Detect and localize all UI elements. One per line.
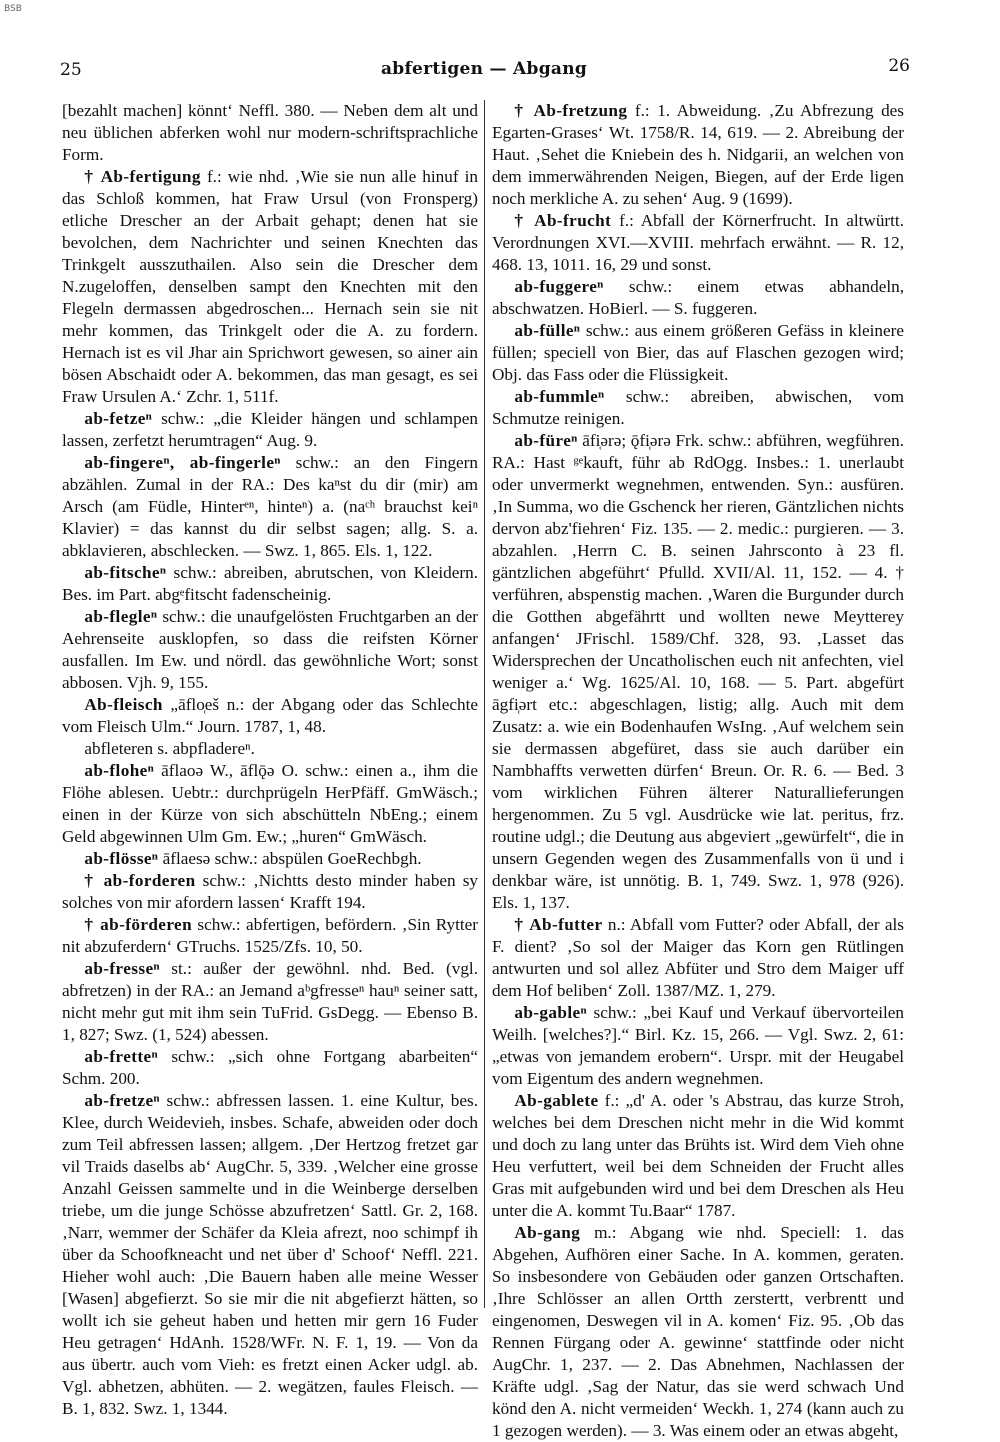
entry-lemma: † Ab-fertigung xyxy=(84,167,201,186)
dictionary-entry xyxy=(492,914,904,1002)
entry-lemma: ab-fitscheⁿ xyxy=(84,563,167,582)
entry-text: schw.: an den Fingern abzählen. Zumal in der RA.: Des kaⁿst du dir (mir) am Arsch (am Füdle, Hinterᵉⁿ, hinteⁿ) a. (naᶜʰ brauchst keiⁿ Klavier) = das kannst du dir selbst sagen; allg. S. a. abklavieren, abschlecken. — Swz. 1, 865. Els. 1, 122. xyxy=(62,453,478,560)
dictionary-entry xyxy=(492,1222,904,1442)
dictionary-entry xyxy=(62,1090,478,1420)
dictionary-entry xyxy=(492,1002,904,1090)
entry-text: n.: Abfall vom Futter? oder Abfall, der als F. dient? ‚So sol der Maiger das Korn gen Rütlingen antwurten und sol allez Abfüter und Stro dem Maiger uff dem Hof beliben‘ Zoll. 1387/MZ. 1, 279. xyxy=(492,915,905,1000)
dictionary-entry xyxy=(492,100,904,210)
dictionary-entry xyxy=(62,606,478,694)
entry-lemma: ab-fuggereⁿ xyxy=(514,277,604,296)
page-number-right: 26 xyxy=(888,56,910,76)
entry-text: āfi̜ərə; ǭfi̜ərə Frk. schw.: abführen, wegführen. RA.: Hast ᵍᵉkauft, führ ab RdOgg. Insbes.: 1. unerlaubt oder unvermerkt wegnehmen, entwenden. Syn.: ausfüren. ‚In Summa, wo die Gschenck her rieren, Gäntzlichen nichts dervon abz'fiehren‘ Fiz. 135. — 2. medic.: purgieren. — 3. abzahlen. ‚Herrn C. B. seinen Jahrsconto à 23 fl. gäntzlichen abgeführt‘ Pfulld. XVII/Al. 11, 152. — 4. † verführen, abspenstig machen. ‚Waren die Burgunder durch die Gotthen abgefährtt und wollten newe Meytterey anfangen‘ JFrischl. 1589/Chf. 328, 93. ‚Lasset das Widersprechen der Uncatholischen euch nit anfechten, viel weniger a.‘ Wg. 1625/Al. 10, 168. — 5. Part. abgefürt āgfi̜ərt etc.: abgeschlagen, listig; allg. Auch mit dem Zusatz: a. wie ein Bodenhaufen WsIng. ‚Auf welchem sein sie dermassen abgefüret, dass sie auch darüber ein Nambhaffts verwetten dürfen‘ Breun. Or. R. 6. — Bed. 3 vom wirklichen Führen älterer Naturallieferungen hergenommen. Zu 5 vgl. Ausdrücke wie lat. peritus, frz. routine udgl.; die Deutung aus abgeviert „gewürfelt“, die in unsern Gegenden wegen des Zusammenfalls von ü und i denkbar wäre, ist unnötig. B. 1, 749. Swz. 1, 978 (926). Els. 1, 137. xyxy=(492,431,904,912)
dictionary-entry xyxy=(62,408,478,452)
dictionary-entry xyxy=(62,452,478,562)
entry-text: abfleteren s. abpfladereⁿ. xyxy=(84,739,255,758)
entry-text: „āflo̜eš n.: der Abgang oder das Schlechte vom Fleisch Ulm.“ Journ. 1787, 1, 48. xyxy=(62,695,478,736)
dictionary-entry xyxy=(62,760,478,848)
entry-lemma: ab-fetzeⁿ xyxy=(84,409,153,428)
entry-text: f.: 1. Abweidung. ‚Zu Abfrezung des Egarten-Grases‘ Wt. 1758/R. 14, 619. — 2. Abreibung der Haut. ‚Sehet die Kniebein des h. Nidgarii, an welchen von dem immerwährenden Neigen, Biegen, auf der Erde ligen noch merkliche A. zu sehen‘ Aug. 9 (1699). xyxy=(492,101,904,208)
entry-text: schw.: „sich ohne Fortgang abarbeiten“ Schm. 200. xyxy=(62,1047,478,1088)
entry-text: f.: „d' A. oder 's Abstrau, das kurze Stroh, welches bei dem Dreschen nicht mehr in die Wid kommt und doch zu lang unter das Brühts ist. Wird dem Vieh ohne Heu verfuttert, weil bei dem Schneiden der Frucht alles Gras mit aufgebunden wird und bei dem Dreschen als Heu unter die A. kommt Tu.Baar“ 1787. xyxy=(492,1091,904,1220)
entry-text: m.: Abgang wie nhd. Speciell: 1. das Abgehen, Aufhören einer Sache. In A. kommen, geraten. So insbesondere von Gebäuden oder ganzen Ortschaften. ‚Ihre Schlösser an allen Ortth zerstertt, verbrentt und eingenomen, Deswegen vil in A. komen‘ Fiz. 95. ‚Ob das Rennen Fürgang oder A. gewinne‘ stattfinde oder nicht AugChr. 1, 237. — 2. Das Abnehmen, Nachlassen der Kräfte udgl. ‚Sag der Natur, das sie werd schwach Und könd den A. nicht vermeiden‘ Weckh. 1, 274 (kann auch zu 1 gezogen werden). — 3. Was einem oder an etwas abgeht, xyxy=(492,1223,904,1440)
entry-lemma: † Ab-fretzung xyxy=(514,101,628,120)
dictionary-entry xyxy=(62,870,478,914)
entry-text: schw.: einem etwas abhandeln, abschwatzen. HoBierl. — S. fuggeren. xyxy=(492,277,904,318)
entry-lemma: Ab-gang xyxy=(514,1223,581,1242)
left-column xyxy=(62,100,478,1420)
entry-lemma: Ab-fleisch xyxy=(84,695,163,714)
dictionary-entry xyxy=(492,320,904,386)
dictionary-entry xyxy=(62,1046,478,1090)
entry-lemma: ab-flegleⁿ xyxy=(84,607,158,626)
entry-lemma: † ab-förderen xyxy=(84,915,193,934)
entry-lemma: ab-fretzeⁿ xyxy=(84,1091,160,1110)
column-rule xyxy=(484,100,485,1308)
dictionary-entry xyxy=(62,958,478,1046)
dictionary-entry xyxy=(492,276,904,320)
right-column xyxy=(492,100,904,1442)
dictionary-entry xyxy=(62,100,478,166)
entry-lemma: ab-gableⁿ xyxy=(514,1003,587,1022)
library-stamp: BSB xyxy=(4,4,22,14)
entry-lemma: ab-fingereⁿ, ab-fingerleⁿ xyxy=(84,453,281,472)
entry-text: [bezahlt machen] könnt‘ Neffl. 380. — Neben dem alt und neu üblichen abferken wohl nur modern-schriftsprachliche Form. xyxy=(62,101,478,164)
entry-lemma: ab-füreⁿ xyxy=(514,431,578,450)
entry-lemma: † ab-forderen xyxy=(84,871,196,890)
entry-text: schw.: „bei Kauf und Verkauf übervorteilen Weilh. [welches?].“ Birl. Kz. 15, 266. — Vgl. Swz. 2, 61: „etwas von jemandem erobern“. Urspr. mit der Heugabel vom Eigentum des andern wegnehmen. xyxy=(492,1003,904,1088)
entry-lemma: ab-flösseⁿ xyxy=(84,849,159,868)
entry-text: st.: außer der gewöhnl. nhd. Bed. (vgl. abfretzen) in der RA.: an Jemand aᵇgfresseⁿ hauⁿ seiner satt, nicht mehr gut mit ihm sein TuFrid. GsDegg. — Ebenso B. 1, 827; Swz. (1, 524) abessen. xyxy=(62,959,478,1044)
entry-text: schw.: „die Kleider hängen und schlampen lassen, zerfetzt herumtragen“ Aug. 9. xyxy=(62,409,478,450)
entry-text: schw.: abreiben, abwischen, vom Schmutze reinigen. xyxy=(492,387,904,428)
page-header xyxy=(60,52,908,82)
dictionary-entry xyxy=(62,562,478,606)
entry-lemma: ab-floheⁿ xyxy=(84,761,155,780)
dictionary-entry xyxy=(492,1090,904,1222)
dictionary-entry xyxy=(62,166,478,408)
entry-lemma: † Ab-frucht xyxy=(514,211,612,230)
dictionary-entry xyxy=(492,430,904,914)
entry-text: f.: wie nhd. ‚Wie sie nun alle hinuf in das Schloß kommen, hat Fraw Ursul (von Fronsperg) etliche Drescher an der Arbait gehapt; denen hat sie bevolchen, dem Nachrichter und seinen Knechten das Trinkgelt ausszuthailen. Also sein die Drescher dem N.zugeloffen, denselben sampt den Knechten mit den Flegeln dermassen abgedroschen... Hernach sein sie nit mehr kommen, das Trinkgelt oder die A. zu fordern. Hernach ist es vil Jhar ain Sprichwort gewesen, so ainer ain bösen Abschaidt oder A. bekommen, das man gesagt, es sei Fraw Ursulen A.‘ Zchr. 1, 511f. xyxy=(62,167,478,406)
entry-text: schw.: abfertigen, befördern. ‚Sin Rytter nit abzuferdern‘ GTruchs. 1525/Zfs. 10, 50. xyxy=(62,915,478,956)
dictionary-entry xyxy=(492,210,904,276)
running-title: abfertigen — Abgang xyxy=(380,59,588,79)
dictionary-entry xyxy=(62,914,478,958)
dictionary-entry xyxy=(492,386,904,430)
entry-text: schw.: abreiben, abrutschen, von Kleidern. Bes. im Part. abgᵉfitscht fadenscheinig. xyxy=(62,563,478,604)
entry-lemma: Ab-gablete xyxy=(514,1091,599,1110)
entry-text: schw.: ‚Nichtts desto minder haben sy solches von mir afordern lassen‘ Krafft 194. xyxy=(62,871,478,912)
entry-text: āflaoə W., āflǭə O. schw.: einen a., ihm die Flöhe ablesen. Uebtr.: durchprügeln HerPfäff. GmWäsch.; einen in der Kürze von sich abschütteln NbEng.; einem Geld abgewinnen Ulm Gm. Ew.; „huren“ GmWäsch. xyxy=(62,761,478,846)
entry-text: f.: Abfall der Körnerfrucht. In altwürtt. Verordnungen XVI.—XVIII. mehrfach erwähnt. — R. 12, 468. 13, 1011. 16, 29 und sonst. xyxy=(492,211,905,274)
entry-text: āflaesə schw.: abspülen GoeRechbgh. xyxy=(158,849,422,868)
entry-lemma: ab-fretteⁿ xyxy=(84,1047,158,1066)
entry-lemma: ab-fresseⁿ xyxy=(84,959,160,978)
page-number-left: 25 xyxy=(60,60,82,80)
entry-lemma: ab-fummleⁿ xyxy=(514,387,605,406)
entry-text: schw.: aus einem größeren Gefäss in kleinere füllen; speciell von Bier, das auf Flaschen gezogen wird; Obj. das Fass oder die Flüssigkeit. xyxy=(492,321,904,384)
entry-text: schw.: abfressen lassen. 1. eine Kultur, bes. Klee, durch Weidevieh, insbes. Schafe, abweiden oder doch zum Teil abfressen lassen; allgem. ‚Der Hertzog fretzet gar vil Traids daselbs ab‘ AugChr. 5, 339. ‚Welcher eine grosse Anzahl Geissen sammelte und in die Weinberge derselben triebe, um die junge Schösse abzufretzen‘ Sattl. Gr. 2, 168. ‚Narr, wemmer der Schäfer da Kleia afrezt, noo schimpf ih über da Schoofkneacht und net über d' Schoof‘ Neffl. 221. Hieher wohl auch: ‚Die Bauern haben alle meine Wesser [Wasen] abgefierzt. So sie mir die nit abgefierzt hätten, so wollt ich sie geheut haben und hetten mir gern 16 Fuder Heu getragen‘ HdAnh. 1528/WFr. N. F. 1, 19. — Von da aus übertr. auch vom Vieh: es fretzt einen Acker udgl. ab. Vgl. abhetzen, abhüten. — 2. wegätzen, faules Fleisch. — B. 1, 832. Swz. 1, 1344. xyxy=(62,1091,478,1418)
entry-lemma: ab-fülleⁿ xyxy=(514,321,581,340)
dictionary-entry xyxy=(62,694,478,738)
entry-lemma: † Ab-futter xyxy=(514,915,603,934)
dictionary-entry xyxy=(62,848,478,870)
dictionary-entry xyxy=(62,738,478,760)
entry-text: schw.: die unaufgelösten Fruchtgarben an der Aehrenseite ausklopfen, so dass die reifsten Körner ausfallen. Im Ew. und nördl. das gewöhnliche Wort; sonst abbosen. Vjh. 9, 155. xyxy=(62,607,478,692)
